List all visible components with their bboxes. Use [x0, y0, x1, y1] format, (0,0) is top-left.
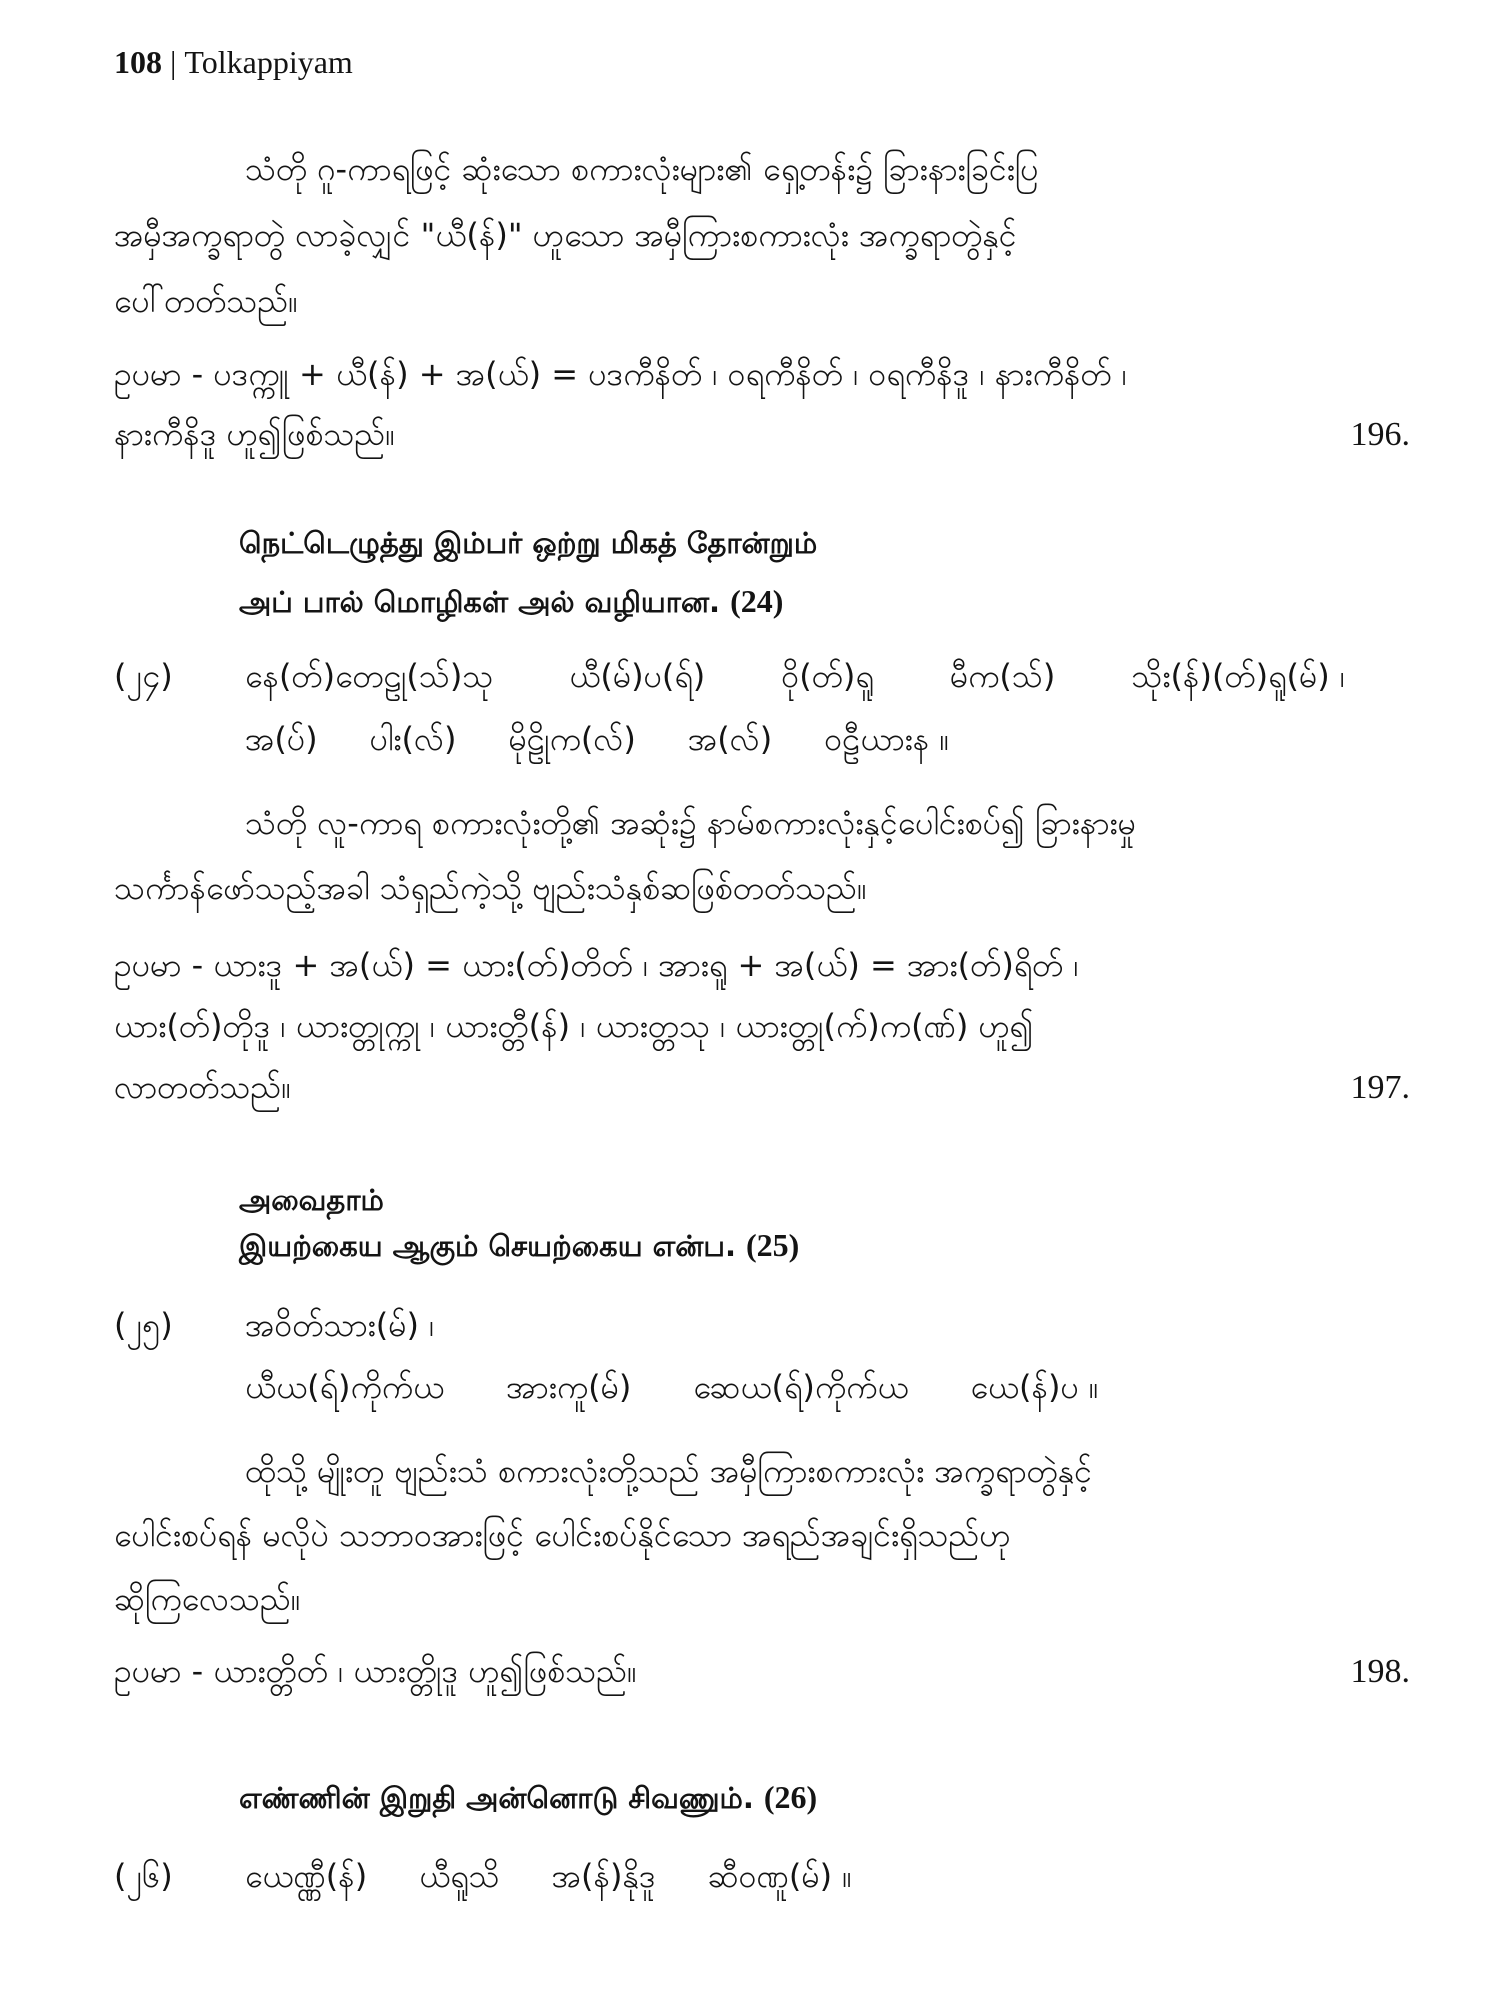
transliteration-word: ဆီဝဏူ(မ်) ။	[707, 1857, 852, 1895]
reference-number: 196.	[1350, 416, 1410, 453]
transliteration	[245, 1294, 1410, 1418]
transliteration-word: မီက(သ်)	[949, 657, 1056, 695]
example-line: လာတတ်သည်။	[114, 1068, 292, 1106]
transliteration-word: ဝို(တ်)ရူ	[781, 657, 874, 695]
transliteration-block	[114, 1845, 1410, 1907]
header-separator: |	[170, 44, 177, 80]
example-block	[114, 344, 1410, 465]
transliteration-word: ယီယ(ရ်)ကိုက်ယ	[245, 1368, 445, 1406]
tamil-verse-line: அவைதாம்	[239, 1183, 384, 1217]
tamil-verse	[114, 1178, 1410, 1269]
paragraph-line: ဆိုကြလေသည်။	[114, 1580, 301, 1618]
paragraph-line: ပေါင်းစပ်ရန် မလိုပဲ သဘာဝအားဖြင့် ပေါင်းစပ်နိုင်သော အရည်အချင်းရှိသည်ဟု	[114, 1516, 1011, 1554]
paragraph-line: အမှီအက္ခရာတွဲ လာခဲ့လျှင် "ယီ(န်)" ဟူသော အမှီကြားစကားလုံး အက္ခရာတွဲနှင့်	[114, 216, 1017, 254]
book-title: Tolkappiyam	[184, 44, 353, 80]
sutra-number: (၂၆)	[114, 1857, 173, 1895]
paragraph-line: သံတို ဂူ-ကာရဖြင့် ဆုံးသော စကားလုံးများ၏ ရှေ့တန်း၌ ခြားနားခြင်းပြ	[245, 150, 1039, 188]
reference-number: 198.	[1350, 1653, 1410, 1690]
transliteration-block	[114, 1294, 1410, 1418]
paragraph-line: သင်္ကာန်ဖော်သည့်အခါ သံရှည်ကဲ့သို့ ဗျည်းသံနှစ်ဆဖြစ်တတ်သည်။	[114, 869, 867, 907]
transliteration-word: မိုဠိုက(လ်)	[508, 720, 636, 758]
transliteration	[245, 645, 1410, 771]
transliteration-line	[245, 708, 1410, 771]
transliteration-line	[245, 1845, 1410, 1907]
commentary-paragraph	[114, 791, 1410, 921]
transliteration-word: အ(ပ်)	[245, 720, 318, 758]
transliteration-word: အ(လ်)	[687, 720, 773, 758]
transliteration	[245, 1845, 1410, 1907]
tamil-verse	[114, 1772, 1410, 1823]
commentary-paragraph	[114, 1439, 1410, 1631]
tamil-verse	[114, 514, 1410, 631]
example-line-with-ref	[114, 404, 1410, 465]
tamil-verse-line-last	[239, 1772, 1410, 1823]
transliteration-word: သိုး(န်)(တ်)ရူ(မ်) ၊	[1131, 657, 1345, 695]
transliteration-line	[245, 645, 1345, 708]
example-line: ယား(တ်)တိုဒူ ၊ ယားတ္တုက္ကု ၊ ယားတ္တီ(န်) ၊ ယားတ္တသု ၊ ယားတ္တု(က်)က(ဏ်) ဟူ၍	[114, 1007, 1034, 1045]
transliteration-word: ယေ(န်)ပ ။	[970, 1368, 1099, 1406]
transliteration-line	[245, 1356, 1410, 1418]
verse-number: (26)	[763, 1779, 818, 1815]
transliteration-word: ပါး(လ်)	[369, 720, 457, 758]
paragraph-line: ပေါ်တတ်သည်။	[114, 282, 298, 320]
transliteration-word: ယီရူသိ	[419, 1857, 500, 1895]
sutra-number: (၂၄)	[114, 657, 173, 695]
transliteration-block	[114, 645, 1410, 771]
commentary-paragraph	[114, 136, 1410, 334]
tamil-verse-text: அப் பால் மொழிகள் அல் வழியான.	[239, 585, 721, 619]
example-block	[114, 1641, 1410, 1702]
example-line: ဥပမာ - ယားတ္တိတ် ၊ ယားတ္တိုဒူ ဟူ၍ဖြစ်သည်။	[114, 1652, 637, 1690]
transliteration-word: အားကူ(မ်)	[506, 1368, 632, 1406]
transliteration-word: ယေဏ္ဏီ(န်)	[245, 1857, 368, 1895]
tamil-verse-line-last	[239, 572, 1410, 631]
example-line-with-ref	[114, 1641, 1410, 1702]
transliteration-line	[245, 1294, 1410, 1356]
transliteration-word: အဝိတ်သား(မ်) ၊	[245, 1306, 435, 1344]
paragraph-line: ထိုသို့ မျိုးတူ ဗျည်းသံ စကားလုံးတို့သည် အမှီကြားစကားလုံး အက္ခရာတွဲနှင့်	[245, 1452, 1093, 1490]
example-line: ဥပမာ - ယားဒူ + အ(ယ်) = ယား(တ်)တိတ် ၊ အားရူ + အ(ယ်) = အား(တ်)ရိတ် ၊	[114, 946, 1079, 984]
tamil-verse-line: நெட்டெழுத்து இம்பர் ஒற்று மிகத் தோன்றும்	[239, 526, 818, 560]
reference-number: 197.	[1350, 1069, 1410, 1106]
sutra-number: (၂၅)	[114, 1306, 173, 1344]
verse-number: (25)	[746, 1227, 800, 1263]
running-header	[114, 38, 1410, 86]
page-number: 108	[114, 44, 162, 80]
verse-number: (24)	[730, 583, 784, 619]
paragraph-line: သံတို လူ-ကာရ စကားလုံးတို့၏ အဆုံး၌ နာမ်စကားလုံးနှင့်ပေါင်းစပ်၍ ခြားနားမှု	[245, 804, 1136, 842]
tamil-verse-line-last	[239, 1223, 1410, 1269]
tamil-verse-text: எண்ணின் இறுதி அன்னொடு சிவணும்.	[239, 1781, 754, 1815]
transliteration-word: ဝဠီယားန ။	[824, 720, 950, 758]
example-line: ဥပမာ - ပဒက္ကူ + ယီ(န်) + အ(ယ်) = ပဒကီနိတ် ၊ ဝရကီနိတ် ၊ ဝရကီနိဒူ ၊ နားကီနိတ် ၊	[114, 355, 1127, 393]
transliteration-word: ယီ(မ်)ပ(ရ်)	[569, 657, 706, 695]
example-line: နားကီနိဒူ ဟူ၍ဖြစ်သည်။	[114, 415, 396, 453]
example-block	[114, 935, 1410, 1118]
transliteration-word: ဆေယ(ရ်)ကိုက်ယ	[693, 1368, 909, 1406]
tamil-verse-text: இயற்கைய ஆகும் செயற்கைய என்ப.	[239, 1229, 737, 1263]
transliteration-word: နေ(တ်)တေဠု(သ်)သု	[245, 657, 494, 695]
example-line-with-ref	[114, 1057, 1410, 1118]
transliteration-word: အ(န်)နိုဒူ	[551, 1857, 656, 1895]
